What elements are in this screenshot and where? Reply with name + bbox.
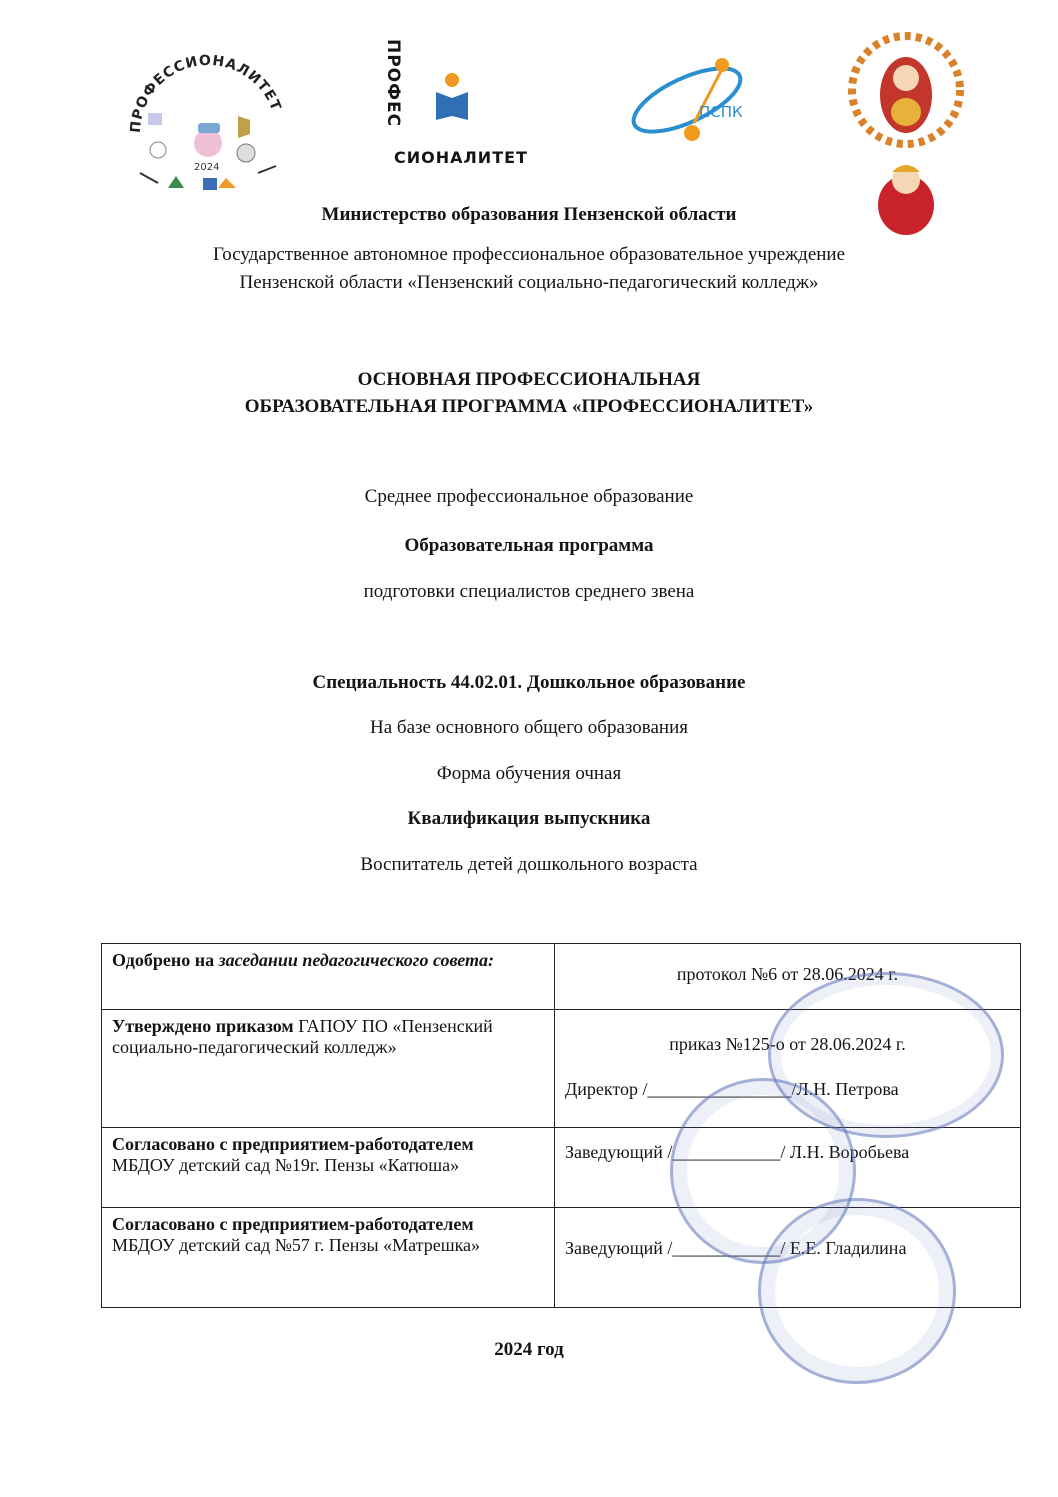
program-title-line-2: ОБРАЗОВАТЕЛЬНАЯ ПРОГРАММА «ПРОФЕССИОНАЛИТЕТ» (244, 396, 814, 417)
approval-label: Согласовано с предприятием-работодателем (112, 1214, 474, 1234)
pspk-logo (622, 45, 772, 145)
approval-org: МБДОУ детский сад №57 г. Пензы «Матрешка» (112, 1235, 481, 1255)
round-logo-year: 2024 (194, 162, 220, 173)
approval-label: Утверждено приказом (112, 1016, 294, 1036)
program-title-line-1: ОСНОВНАЯ ПРОФЕССИОНАЛЬНАЯ (357, 369, 701, 390)
head-signature-line: Заведующий /____________/ Л.Н. Воробьева (565, 1142, 910, 1162)
approval-label: Одобрено на (112, 950, 219, 970)
ministry-name: Министерство образования Пензенской области (321, 204, 737, 225)
horizontal-logo-text: СИОНАЛИТЕТ (394, 148, 528, 167)
qualification: Воспитатель детей дошкольного возраста (360, 854, 698, 875)
qualification-label: Квалификация выпускника (407, 808, 651, 829)
program-subtype: подготовки специалистов среднего звена (363, 581, 695, 602)
program-type: Образовательная программа (404, 535, 654, 556)
approval-label: Согласовано с предприятием-работодателем (112, 1134, 474, 1154)
approval-left-cell (102, 1208, 555, 1308)
pspk-text: ПСПК (699, 103, 743, 121)
approval-label-italic: заседании педагогического совета: (218, 950, 495, 970)
approval-org: МБДОУ детский сад №19г. Пензы «Катюша» (112, 1155, 460, 1175)
professionalitet-vertical-logo (378, 39, 548, 172)
protocol-text: протокол №6 от 28.06.2024 г. (676, 964, 899, 984)
document-year: 2024 год (494, 1339, 564, 1360)
education-basis: На базе основного общего образования (370, 717, 688, 738)
vertical-logo-text: ПРОФЕС (383, 39, 403, 128)
approval-left-cell (102, 1128, 555, 1208)
approval-left-cell (102, 1010, 555, 1128)
table-row (102, 1128, 1021, 1208)
study-form: Форма обучения очная (436, 763, 622, 784)
approval-org: ГАПОУ ПО «Пензенский социально-педагогический колледж» (112, 1016, 493, 1057)
institution-line-1: Государственное автономное профессиональное образовательное учреждение (212, 244, 846, 265)
head-signature-line: Заведующий /____________/ Е.Е. Гладилина (565, 1238, 907, 1258)
professionalitet-round-logo (118, 38, 298, 208)
institution-line-2: Пензенской области «Пензенский социально-педагогический колледж» (239, 272, 819, 293)
svg-text:ПРОФЕССИОНАЛИТЕТ: ПРОФЕССИОНАЛИТЕТ (127, 52, 285, 134)
director-signature-line: Директор /________________/Л.Н. Петрова (565, 1079, 899, 1099)
order-text: приказ №125-о от 28.06.2024 г. (669, 1034, 906, 1054)
approval-left-cell (102, 944, 555, 1010)
education-level: Среднее профессиональное образование (364, 486, 694, 507)
specialty: Специальность 44.02.01. Дошкольное образование (312, 672, 746, 693)
book-person-icon (434, 72, 470, 122)
